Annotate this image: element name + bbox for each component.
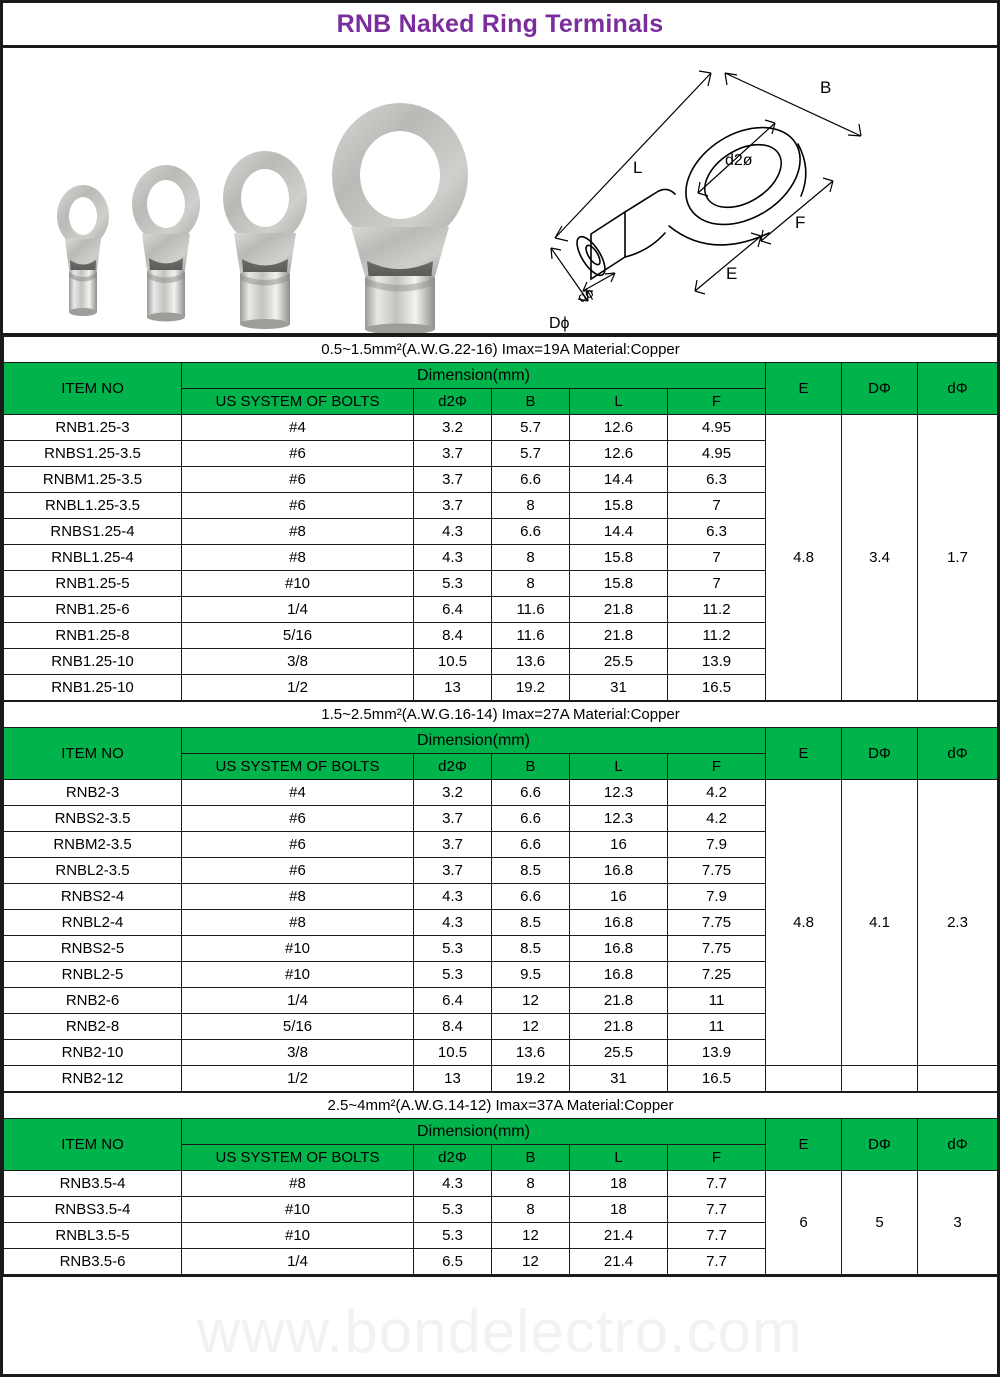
cell-f: 7.75 (668, 910, 766, 936)
cell-d2: 3.7 (414, 493, 492, 519)
cell-b: 6.6 (492, 806, 570, 832)
label-F: F (795, 213, 806, 232)
cell-item: RNB1.25-8 (4, 623, 182, 649)
col-b: B (492, 1145, 570, 1171)
cell-f: 7.7 (668, 1197, 766, 1223)
cell-bolts: 3/8 (182, 1040, 414, 1066)
page-title: RNB Naked Ring Terminals (336, 9, 664, 38)
cell-item: RNBS2-4 (4, 884, 182, 910)
cell-b: 5.7 (492, 415, 570, 441)
cell-d2: 5.3 (414, 1197, 492, 1223)
product-photo (3, 48, 543, 333)
cell-d-cap-merged: 3.4 (842, 415, 918, 701)
cell-b: 8.5 (492, 858, 570, 884)
cell-l: 25.5 (570, 649, 668, 675)
cell-f: 7.7 (668, 1223, 766, 1249)
cell-b: 8 (492, 1197, 570, 1223)
label-B: B (820, 78, 832, 97)
cell-l: 12.3 (570, 806, 668, 832)
cell-f: 6.3 (668, 467, 766, 493)
cell-d2: 4.3 (414, 519, 492, 545)
cell-d2: 3.7 (414, 467, 492, 493)
cell-b: 5.7 (492, 441, 570, 467)
cell-b: 12 (492, 1249, 570, 1275)
header-row-3a (4, 1119, 998, 1145)
col-dimension: Dimension(mm) (182, 1119, 766, 1145)
cell-bolts: 5/16 (182, 1014, 414, 1040)
col-dimension: Dimension(mm) (182, 728, 766, 754)
cell-l: 31 (570, 1066, 668, 1092)
cell-b: 12 (492, 1223, 570, 1249)
cell-d2: 3.7 (414, 858, 492, 884)
cell-f: 7 (668, 571, 766, 597)
cell-l: 16.8 (570, 962, 668, 988)
cell-l: 21.8 (570, 988, 668, 1014)
cell-l: 21.8 (570, 1014, 668, 1040)
cell-bolts: #4 (182, 780, 414, 806)
cell-b: 9.5 (492, 962, 570, 988)
cell-item: RNB2-8 (4, 1014, 182, 1040)
cell-d2: 4.3 (414, 910, 492, 936)
cell-d2: 5.3 (414, 571, 492, 597)
terminal-small-1 (57, 185, 109, 316)
col-d-cap: DΦ (842, 728, 918, 780)
label-d: dϕ (574, 283, 597, 306)
cell-f: 7 (668, 545, 766, 571)
cell-f: 7.75 (668, 858, 766, 884)
section-title-1: 0.5~1.5mm²(A.W.G.22-16) Imax=19A Material:Copper (4, 337, 998, 363)
cell-f: 4.95 (668, 441, 766, 467)
cell-b: 8.5 (492, 936, 570, 962)
col-b: B (492, 389, 570, 415)
cell-f: 16.5 (668, 1066, 766, 1092)
section-title-2: 1.5~2.5mm²(A.W.G.16-14) Imax=27A Material:Copper (4, 702, 998, 728)
cell-item: RNBL2-3.5 (4, 858, 182, 884)
cell-d2: 3.7 (414, 806, 492, 832)
dimension-drawing (543, 48, 1000, 333)
cell-b: 6.6 (492, 519, 570, 545)
cell-item: RNBS2-3.5 (4, 806, 182, 832)
cell-bolts: #8 (182, 545, 414, 571)
col-d-low: dΦ (918, 1119, 998, 1171)
col-e: E (766, 1119, 842, 1171)
cell-item: RNBS2-5 (4, 936, 182, 962)
col-l: L (570, 754, 668, 780)
cell-item: RNB1.25-10 (4, 675, 182, 701)
bottom-blank-area (3, 1275, 997, 1374)
cell-b: 8 (492, 545, 570, 571)
cell-b: 13.6 (492, 1040, 570, 1066)
col-d-low: dΦ (918, 728, 998, 780)
cell-b: 11.6 (492, 597, 570, 623)
cell-bolts: #8 (182, 910, 414, 936)
cell-d2: 3.2 (414, 415, 492, 441)
cell-d2: 5.3 (414, 936, 492, 962)
cell-d2: 4.3 (414, 884, 492, 910)
cell-e-merged: 4.8 (766, 415, 842, 701)
cell-d2: 3.7 (414, 832, 492, 858)
cell-item: RNBM1.25-3.5 (4, 467, 182, 493)
col-bolts: US SYSTEM OF BOLTS (182, 754, 414, 780)
cell-b: 19.2 (492, 675, 570, 701)
cell-bolts: #6 (182, 806, 414, 832)
table-row (4, 780, 998, 806)
cell-l: 16 (570, 884, 668, 910)
cell-item: RNB3.5-4 (4, 1171, 182, 1197)
cell-l: 16.8 (570, 910, 668, 936)
cell-b: 11.6 (492, 623, 570, 649)
col-d-low: dΦ (918, 363, 998, 415)
cell-f: 7.7 (668, 1171, 766, 1197)
cell-f: 16.5 (668, 675, 766, 701)
col-f: F (668, 389, 766, 415)
cell-b: 8.5 (492, 910, 570, 936)
cell-b: 12 (492, 988, 570, 1014)
table-row (4, 1066, 998, 1092)
cell-bolts: #10 (182, 936, 414, 962)
cell-item: RNBS1.25-3.5 (4, 441, 182, 467)
figures-row (3, 48, 997, 336)
cell-l: 15.8 (570, 545, 668, 571)
cell-b: 6.6 (492, 780, 570, 806)
cell-d2: 6.4 (414, 597, 492, 623)
cell-d2: 8.4 (414, 1014, 492, 1040)
cell-item: RNBL3.5-5 (4, 1223, 182, 1249)
cell-item: RNB1.25-6 (4, 597, 182, 623)
cell-bolts: 1/4 (182, 597, 414, 623)
label-D: Dϕ (549, 315, 570, 332)
cell-d2: 5.3 (414, 1223, 492, 1249)
cell-f: 11 (668, 1014, 766, 1040)
cell-d2: 10.5 (414, 649, 492, 675)
table-row (4, 1171, 998, 1197)
table-row (4, 415, 998, 441)
cell-f: 7.7 (668, 1249, 766, 1275)
cell-b: 6.6 (492, 467, 570, 493)
cell-d-cap-empty (842, 1066, 918, 1092)
section-title-row-2 (4, 702, 998, 728)
col-item-no: ITEM NO (4, 1119, 182, 1171)
cell-bolts: #8 (182, 519, 414, 545)
cell-l: 18 (570, 1171, 668, 1197)
spec-table-1 (3, 336, 998, 701)
cell-item: RNB2-3 (4, 780, 182, 806)
section-title-row-3 (4, 1093, 998, 1119)
cell-bolts: 3/8 (182, 649, 414, 675)
cell-b: 6.6 (492, 832, 570, 858)
cell-l: 15.8 (570, 571, 668, 597)
col-l: L (570, 1145, 668, 1171)
terminal-medium (223, 151, 307, 329)
cell-d2: 4.3 (414, 545, 492, 571)
cell-item: RNB1.25-5 (4, 571, 182, 597)
cell-l: 12.6 (570, 441, 668, 467)
cell-l: 25.5 (570, 1040, 668, 1066)
cell-b: 6.6 (492, 884, 570, 910)
cell-f: 13.9 (668, 649, 766, 675)
spec-table-2 (3, 701, 998, 1092)
cell-item: RNB3.5-6 (4, 1249, 182, 1275)
spec-table-3 (3, 1092, 998, 1275)
cell-bolts: 1/4 (182, 1249, 414, 1275)
cell-l: 14.4 (570, 519, 668, 545)
cell-b: 8 (492, 571, 570, 597)
col-bolts: US SYSTEM OF BOLTS (182, 1145, 414, 1171)
cell-d2: 6.5 (414, 1249, 492, 1275)
col-dimension: Dimension(mm) (182, 363, 766, 389)
cell-bolts: 1/2 (182, 675, 414, 701)
cell-l: 16.8 (570, 858, 668, 884)
cell-bolts: #10 (182, 571, 414, 597)
cell-item: RNB1.25-10 (4, 649, 182, 675)
cell-item: RNBS3.5-4 (4, 1197, 182, 1223)
label-E: E (726, 264, 738, 283)
cell-d2: 8.4 (414, 623, 492, 649)
cell-bolts: #6 (182, 441, 414, 467)
cell-bolts: #10 (182, 1223, 414, 1249)
col-f: F (668, 754, 766, 780)
cell-b: 13.6 (492, 649, 570, 675)
cell-d-low-merged: 1.7 (918, 415, 998, 701)
col-item-no: ITEM NO (4, 363, 182, 415)
cell-b: 19.2 (492, 1066, 570, 1092)
col-l: L (570, 389, 668, 415)
col-d-cap: DΦ (842, 363, 918, 415)
cell-d2: 4.3 (414, 1171, 492, 1197)
cell-item: RNB2-10 (4, 1040, 182, 1066)
col-d2: d2Φ (414, 1145, 492, 1171)
cell-bolts: #6 (182, 493, 414, 519)
cell-item: RNB2-12 (4, 1066, 182, 1092)
cell-l: 12.6 (570, 415, 668, 441)
cell-item: RNBM2-3.5 (4, 832, 182, 858)
cell-f: 6.3 (668, 519, 766, 545)
cell-l: 31 (570, 675, 668, 701)
cell-f: 13.9 (668, 1040, 766, 1066)
cell-bolts: #8 (182, 1171, 414, 1197)
cell-l: 16 (570, 832, 668, 858)
spec-tables (3, 336, 997, 1275)
col-d2: d2Φ (414, 389, 492, 415)
cell-d-cap-merged: 4.1 (842, 780, 918, 1066)
cell-bolts: #10 (182, 962, 414, 988)
header-row-1a (4, 363, 998, 389)
cell-l: 15.8 (570, 493, 668, 519)
cell-d2: 6.4 (414, 988, 492, 1014)
cell-item: RNBL2-4 (4, 910, 182, 936)
cell-bolts: #8 (182, 884, 414, 910)
section-title-row-1 (4, 337, 998, 363)
cell-item: RNBL1.25-3.5 (4, 493, 182, 519)
cell-bolts: 5/16 (182, 623, 414, 649)
cell-f: 4.2 (668, 780, 766, 806)
ring-terminals-illustration (3, 48, 543, 333)
cell-d2: 3.2 (414, 780, 492, 806)
cell-l: 12.3 (570, 780, 668, 806)
col-bolts: US SYSTEM OF BOLTS (182, 389, 414, 415)
cell-item: RNBL1.25-4 (4, 545, 182, 571)
cell-f: 4.95 (668, 415, 766, 441)
col-e: E (766, 363, 842, 415)
cell-b: 8 (492, 493, 570, 519)
cell-b: 12 (492, 1014, 570, 1040)
cell-l: 14.4 (570, 467, 668, 493)
cell-bolts: #4 (182, 415, 414, 441)
cell-item: RNBL2-5 (4, 962, 182, 988)
cell-b: 8 (492, 1171, 570, 1197)
cell-f: 7.9 (668, 884, 766, 910)
cell-l: 21.4 (570, 1223, 668, 1249)
col-f: F (668, 1145, 766, 1171)
page-title-bar (3, 3, 997, 48)
cell-f: 11.2 (668, 623, 766, 649)
cell-d2: 13 (414, 675, 492, 701)
cell-f: 7.25 (668, 962, 766, 988)
col-d-cap: DΦ (842, 1119, 918, 1171)
cell-d2: 5.3 (414, 962, 492, 988)
cell-f: 7.75 (668, 936, 766, 962)
cell-bolts: #10 (182, 1197, 414, 1223)
cell-d-low-empty (918, 1066, 998, 1092)
terminal-large (332, 103, 468, 333)
label-L: L (633, 158, 643, 177)
cell-l: 21.8 (570, 597, 668, 623)
cell-bolts: 1/2 (182, 1066, 414, 1092)
cell-d-cap-merged: 5 (842, 1171, 918, 1275)
cell-d-low-merged: 3 (918, 1171, 998, 1275)
terminal-small-2 (132, 165, 200, 322)
header-row-2a (4, 728, 998, 754)
cell-item: RNB1.25-3 (4, 415, 182, 441)
cell-f: 7.9 (668, 832, 766, 858)
cell-item: RNBS1.25-4 (4, 519, 182, 545)
col-item-no: ITEM NO (4, 728, 182, 780)
cell-bolts: #6 (182, 858, 414, 884)
cell-f: 7 (668, 493, 766, 519)
cell-f: 11.2 (668, 597, 766, 623)
cell-d-low-merged: 2.3 (918, 780, 998, 1066)
cell-bolts: #6 (182, 467, 414, 493)
cell-l: 21.4 (570, 1249, 668, 1275)
cell-d2: 10.5 (414, 1040, 492, 1066)
cell-e-merged: 6 (766, 1171, 842, 1275)
cell-f: 4.2 (668, 806, 766, 832)
cell-bolts: 1/4 (182, 988, 414, 1014)
col-d2: d2Φ (414, 754, 492, 780)
cell-item: RNB2-6 (4, 988, 182, 1014)
cell-l: 16.8 (570, 936, 668, 962)
cell-d2: 13 (414, 1066, 492, 1092)
dimension-diagram (543, 48, 1000, 333)
col-b: B (492, 754, 570, 780)
watermark: www.bondelectro.com (197, 1298, 803, 1365)
cell-bolts: #6 (182, 832, 414, 858)
col-e: E (766, 728, 842, 780)
cell-d2: 3.7 (414, 441, 492, 467)
section-title-3: 2.5~4mm²(A.W.G.14-12) Imax=37A Material:Copper (4, 1093, 998, 1119)
cell-f: 11 (668, 988, 766, 1014)
cell-l: 18 (570, 1197, 668, 1223)
cell-e-empty (766, 1066, 842, 1092)
cell-e-merged: 4.8 (766, 780, 842, 1066)
cell-l: 21.8 (570, 623, 668, 649)
label-d2: d2ø (725, 152, 753, 169)
